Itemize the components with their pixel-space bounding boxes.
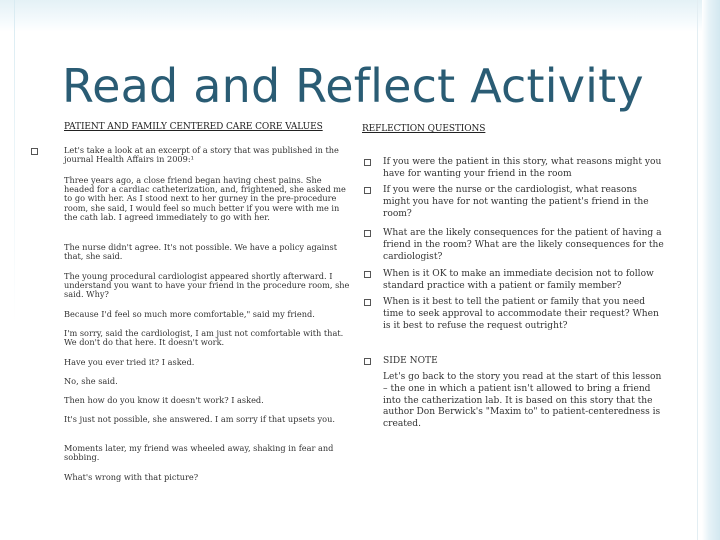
bullet-icon — [364, 230, 371, 237]
header-decoration — [0, 0, 720, 32]
left-divider — [14, 0, 15, 540]
story-paragraph: Moments later, my friend was wheeled away, shaking in fear and sobbing. — [64, 443, 334, 463]
story-paragraph: The young procedural cardiologist appeared shortly afterward. I understand you want to have your friend in the procedure room, she said. Why? — [64, 271, 350, 300]
story-paragraph: What's wrong with that picture? — [64, 472, 199, 482]
right-column-heading: REFLECTION QUESTIONS — [362, 124, 486, 134]
story-intro: Let's take a look at an excerpt of a story that was published in the journal Health Affairs in 2009:¹ — [64, 145, 339, 165]
reflection-question: If you were the patient in this story, what reasons might you have for wanting your friend in the room — [383, 157, 662, 179]
bullet-icon — [31, 148, 38, 155]
story-paragraph: Three years ago, a close friend began having chest pains. She headed for a cardiac catheterization, and, frightened, she asked me to go with her. As I stood next to her gurney in the pre-procedure room, she said, I would feel so much better if you were with me in the cath lab. I agreed immediately to go with her. — [64, 175, 346, 222]
story-paragraph: No, she said. — [64, 376, 118, 386]
bullet-icon — [364, 271, 371, 278]
bullet-icon — [364, 159, 371, 166]
story-paragraph: The nurse didn't agree. It's not possible. We have a policy against that, she said. — [64, 242, 338, 262]
bullet-icon — [364, 187, 371, 194]
reflection-question: If you were the nurse or the cardiologist, what reasons might you have for not wanting the patient's friend in the room? — [383, 185, 649, 219]
side-note-title: SIDE NOTE — [383, 356, 438, 366]
bullet-icon — [364, 299, 371, 306]
reflection-question: When is it OK to make an immediate decision not to follow standard practice with a patient or family member? — [383, 269, 654, 291]
bullet-icon — [364, 358, 371, 365]
story-paragraph: Have you ever tried it? I asked. — [64, 357, 195, 367]
reflection-question: When is it best to tell the patient or family that you need time to seek approval to accommodate their request? When is it best to refuse the request outright? — [383, 297, 659, 331]
reflection-question: What are the likely consequences for the patient of having a friend in the room? What are the likely consequences for the cardiologist? — [383, 228, 664, 262]
story-paragraph: Because I'd feel so much more comfortable," said my friend. — [64, 309, 315, 319]
right-divider — [697, 0, 698, 540]
side-note-body: Let's go back to the story you read at the start of this lesson – the one in which a patient isn't allowed to bring a friend into the catherization lab. It is based on this story that the author Don Berwick's "Maxim to" to patient-centeredness is created. — [383, 372, 662, 430]
story-paragraph: It's just not possible, she answered. I am sorry if that upsets you. — [64, 414, 335, 424]
right-decoration — [702, 0, 720, 540]
story-paragraph: I'm sorry, said the cardiologist, I am just not comfortable with that. We don't do that here. It doesn't work. — [64, 328, 344, 348]
story-paragraph: Then how do you know it doesn't work? I asked. — [64, 395, 264, 405]
slide-title: Read and Reflect Activity — [62, 59, 644, 113]
left-column-heading: PATIENT AND FAMILY CENTERED CARE CORE VALUES — [64, 122, 323, 132]
